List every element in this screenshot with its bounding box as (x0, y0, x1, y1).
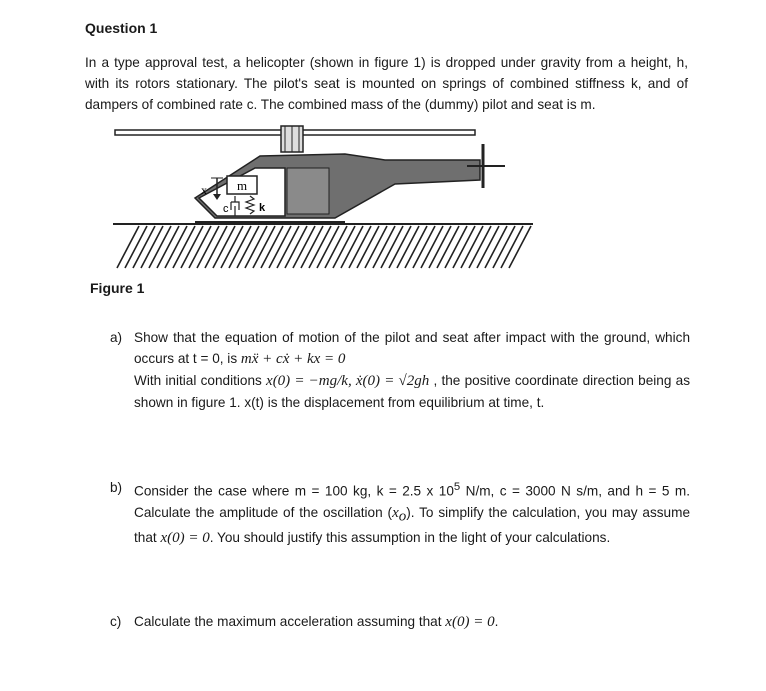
part-a-line1: Show that the equation of motion of the pilot and seat after impact with the ground, which occurs at t = 0, is (134, 330, 690, 366)
part-c-text: Calculate the maximum acceleration assuming that (134, 614, 442, 629)
part-c (110, 611, 690, 633)
helicopter-figure (95, 118, 545, 278)
part-b-text3: ). To simplify the calculation, you may assume that (134, 504, 690, 546)
k-label: k (259, 202, 266, 214)
part-b-amp: x (392, 504, 399, 521)
part-b-text1: Consider the case where m = 100 kg, k = 2.5 x 10 (134, 483, 454, 499)
question-intro: In a type approval test, a helicopter (shown in figure 1) is dropped under gravity from a height, h, with its rotors stationary. The pilot's seat is mounted on springs of combined stiffness k, and of dampers of combined rate c. The combined mass of the (dummy) pilot and seat is m. (85, 55, 688, 112)
part-b-text2: N/m, c = 3000 N s/m, and h = 5 m. Calculate the amplitude of the oscillation ( (134, 483, 690, 520)
part-b (110, 477, 690, 549)
part-c-label: c) (110, 614, 122, 629)
door-panel (287, 168, 329, 214)
figure-label: Figure 1 (90, 280, 145, 296)
part-c-eq: x(0) = 0 (445, 614, 495, 630)
part-b-assume: x(0) = 0 (160, 530, 210, 547)
part-b-amp-sub: o (398, 508, 407, 525)
part-a (110, 327, 690, 413)
part-b-text4: . You should justify this assumption in the light of your calculations. (209, 530, 611, 546)
part-b-sup: 5 (453, 481, 461, 493)
x-label: x (201, 183, 207, 197)
ground-hatching (117, 226, 531, 268)
part-a-label: a) (110, 330, 123, 345)
c-label: c (223, 203, 229, 215)
mass-label: m (236, 178, 248, 193)
part-c-end: . (494, 614, 499, 629)
part-a-ic-suffix: , the positive coordinate direction being as shown in figure 1. x(t) is the displacement from equilibrium at time, t. (134, 373, 690, 410)
question-title: Question 1 (85, 20, 158, 36)
part-a-equation: mẍ + cẋ + kx = 0 (240, 351, 346, 367)
part-a-ic-eq: x(0) = −mg/k, ẋ(0) = √2gh (266, 373, 430, 389)
part-b-label: b) (110, 480, 123, 495)
part-a-ic-prefix: With initial conditions (134, 373, 262, 388)
